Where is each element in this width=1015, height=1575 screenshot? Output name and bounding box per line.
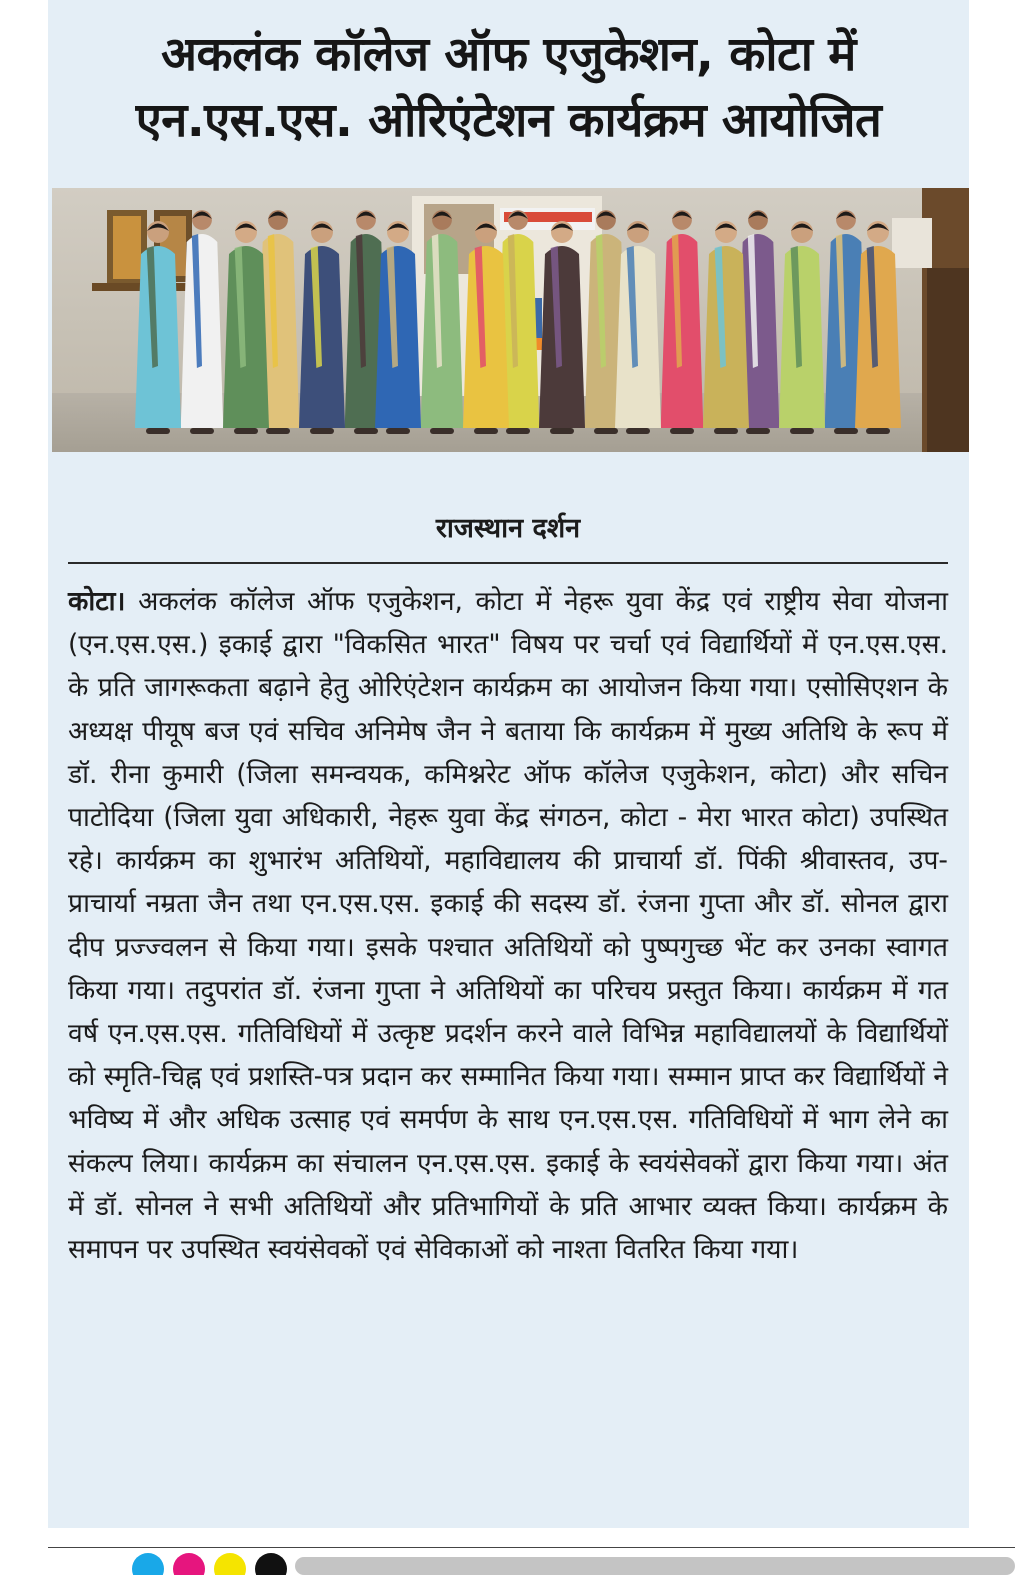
color-registration-bar — [0, 1552, 1015, 1575]
headline — [48, 22, 969, 154]
person-figure — [421, 210, 464, 434]
group-photo-illustration — [52, 188, 969, 452]
magenta-registration-dot — [173, 1553, 205, 1575]
person-figure — [181, 210, 224, 434]
person-figure — [661, 210, 704, 434]
headline-line-1: अकलंक कॉलेज ऑफ एजुकेशन, कोटा में — [161, 27, 856, 82]
black-registration-dot — [255, 1553, 287, 1575]
article-body-text: अकलंक कॉलेज ऑफ एजुकेशन, कोटा में नेहरू युवा केंद्र एवं राष्ट्रीय सेवा योजना (एन.एस.एस.) इकाई द्वारा "विकसित भारत" विषय पर चर्चा एवं विद्यार्थियों में एन.एस.एस. के प्रति जागरूकता बढ़ाने हेतु ओरिएंटेशन कार्यक्रम का आयोजन किया गया। एसोसिएशन के अध्यक्ष पीयूष बज एवं सचिव अनिमेष जैन ने बताया कि कार्यक्रम में मुख्य अतिथि के रूप में डॉ. रीना कुमारी (जिला समन्वयक, कमिश्नरेट ऑफ कॉलेज एजुकेशन, कोटा) और सचिन पाटोदिया (जिला युवा अधिकारी, नेहरू युवा केंद्र संगठन, कोटा - मेरा भारत कोटा) उपस्थित रहे। कार्यक्रम का शुभारंभ अतिथियों, महाविद्यालय की प्राचार्या डॉ. पिंकी श्रीवास्तव, उप-प्राचार्या नम्रता जैन तथा एन.एस.एस. इकाई की सदस्य डॉ. रंजना गुप्ता और डॉ. सोनल द्वारा दीप प्रज्ज्वलन से किया गया। इसके पश्चात अतिथियों को पुष्पगुच्छ भेंट कर उनका स्वागत किया गया। तदुपरांत डॉ. रंजना गुप्ता ने अतिथियों का परिचय प्रस्तुत किया। कार्यक्रम में गत वर्ष एन.एस.एस. गतिविधियों में उत्कृष्ट प्रदर्शन करने वाले विभिन्न महाविद्यालयों के विद्यार्थियों को स्मृति-चिह्न एवं प्रशस्ति-पत्र प्रदान कर सम्मानित किया गया। सम्मान प्राप्त कर विद्यार्थियों ने भविष्य में और अधिक उत्साह एवं समर्पण के साथ एन.एस.एस. गतिविधियों में भाग लेने का संकल्प लिया। कार्यक्रम का संचालन एन.एस.एस. इकाई के स्वयंसेवकों द्वारा किया गया। अंत में डॉ. सोनल ने सभी अतिथियों और प्रतिभागियों के प्रति आभार व्यक्त किया। कार्यक्रम के समापन पर उपस्थित स्वयंसेवकों एवं सेविकाओं को नाश्ता वितरित किया गया। — [68, 586, 948, 1266]
yellow-registration-dot — [214, 1553, 246, 1575]
byline-divider — [68, 562, 948, 564]
group-photo — [52, 188, 969, 452]
headline-line-2: एन.एस.एस. ओरिएंटेशन कार्यक्रम आयोजित — [135, 93, 882, 148]
byline: राजस्थान दर्शन — [435, 513, 581, 544]
dateline: कोटा। — [68, 586, 126, 617]
footer-rule — [48, 1547, 1015, 1548]
cyan-registration-dot — [132, 1553, 164, 1575]
article-body — [68, 580, 948, 1271]
registration-strip — [295, 1557, 1015, 1575]
